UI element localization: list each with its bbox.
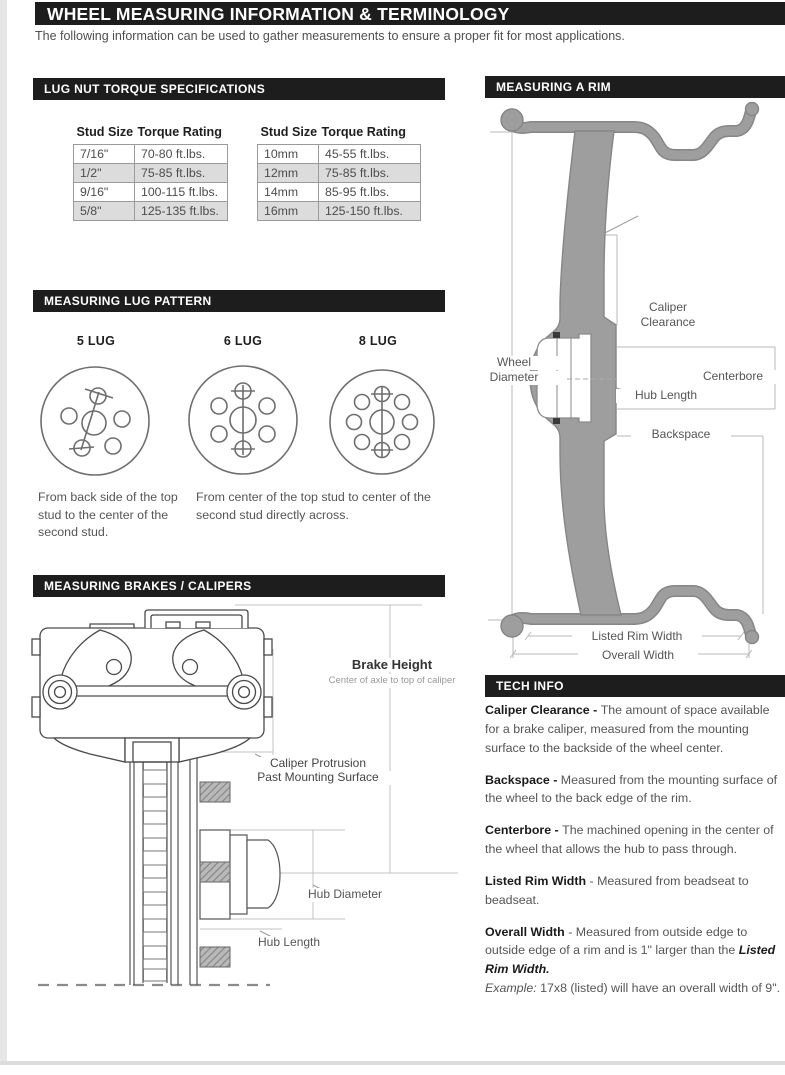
wheel-studs	[200, 782, 230, 967]
wheel-diameter-label-line1: Wheel	[464, 356, 564, 370]
page-left-edge	[0, 0, 7, 1062]
lug-pattern-label-6: 6 LUG	[223, 334, 263, 348]
torque-table-sae	[73, 125, 228, 221]
table-row	[74, 202, 228, 221]
glossary-definition: The amount of space available for a brake caliper, measured from the mounting surface to the backside of the wheel center.	[485, 703, 770, 755]
section-header-lug-pattern: MEASURING LUG PATTERN	[33, 290, 445, 312]
glossary-separator: -	[549, 772, 561, 787]
lug-pattern-6-diagram	[186, 363, 300, 477]
cell-torque: 75-85 ft.lbs.	[135, 164, 228, 183]
column-header-stud-size: Stud Size	[260, 125, 318, 139]
rim-barrel-top	[501, 103, 759, 156]
lug-pattern-8-diagram	[326, 366, 438, 478]
glossary-definition: Measured from beadseat to beadseat.	[485, 873, 749, 907]
column-header-torque-rating: Torque Rating	[137, 125, 222, 139]
torque-table-metric	[257, 125, 421, 221]
glossary-term: Overall Width	[485, 924, 565, 939]
cell-torque: 125-150 ft.lbs.	[319, 202, 421, 221]
page-subtitle: The following information can be used to gather measurements to ensure a proper fit for most applications.	[35, 29, 625, 43]
table-row	[258, 164, 421, 183]
cell-stud-size: 7/16"	[74, 145, 135, 164]
table-row	[258, 145, 421, 164]
table-row	[74, 145, 228, 164]
cell-torque: 70-80 ft.lbs.	[135, 145, 228, 164]
brake-caliper-diagram	[30, 597, 460, 990]
glossary-separator: -	[551, 823, 563, 838]
glossary-definition-emphasis: Listed Rim Width.	[485, 943, 776, 977]
listed-rim-width-label: Listed Rim Width	[572, 630, 702, 644]
hub-diameter-label: Hub Diameter	[308, 888, 438, 902]
backspace-label: Backspace	[631, 428, 731, 442]
cell-torque: 75-85 ft.lbs.	[319, 164, 421, 183]
glossary-example-label: Example:	[485, 981, 537, 996]
brake-height-label: Brake Height	[327, 658, 457, 672]
column-header-stud-size: Stud Size	[76, 125, 134, 139]
glossary-entry-overall-width	[485, 923, 783, 998]
cell-stud-size: 5/8"	[74, 202, 135, 221]
caliper-clearance-label-line2: Clearance	[618, 316, 718, 330]
cell-stud-size: 1/2"	[74, 164, 135, 183]
hub-length-label-rim: Hub Length	[616, 389, 716, 403]
section-header-lug-nut-torque: LUG NUT TORQUE SPECIFICATIONS	[33, 78, 445, 100]
glossary-example-text: 17x8 (listed) will have an overall width of 9".	[536, 981, 781, 996]
lug-pattern-5-diagram	[38, 364, 152, 478]
glossary-entry-caliper-clearance	[485, 701, 783, 758]
cell-torque: 85-95 ft.lbs.	[319, 183, 421, 202]
cell-stud-size: 14mm	[258, 183, 319, 202]
cell-stud-size: 10mm	[258, 145, 319, 164]
table-row	[258, 183, 421, 202]
glossary-definition: Measured from the mounting surface of the wheel to the back edge of the rim.	[485, 772, 778, 806]
glossary-term: Backspace	[485, 772, 550, 787]
cell-torque: 125-135 ft.lbs.	[135, 202, 228, 221]
section-header-tech-info: TECH INFO	[485, 675, 785, 697]
glossary-definition: The machined opening in the center of the wheel that allows the hub to pass through.	[485, 823, 774, 857]
glossary-definition-part1: Measured from outside edge to outside edge of a rim and is 1" larger than the	[485, 924, 748, 958]
tech-info-glossary	[485, 701, 783, 1011]
brake-height-sublabel: Center of axle to top of caliper	[311, 674, 473, 688]
glossary-separator: -	[564, 924, 576, 939]
table-header-row	[74, 125, 228, 145]
glossary-entry-listed-rim-width	[485, 872, 783, 910]
lug-pattern-label-8: 8 LUG	[358, 334, 398, 348]
table-header-row	[258, 125, 421, 145]
page-title: WHEEL MEASURING INFORMATION & TERMINOLOGY	[35, 2, 785, 25]
cell-stud-size: 9/16"	[74, 183, 135, 202]
glossary-term: Centerbore	[485, 823, 552, 838]
overall-width-label: Overall Width	[578, 649, 698, 663]
rotor-drawing	[130, 745, 197, 985]
glossary-term: Listed Rim Width	[485, 873, 587, 888]
table-row	[74, 164, 228, 183]
glossary-entry-centerbore	[485, 821, 783, 859]
section-header-brakes-calipers: MEASURING BRAKES / CALIPERS	[33, 575, 445, 597]
column-header-torque-rating: Torque Rating	[321, 125, 406, 139]
lug-pattern-5-caption: From back side of the top stud to the center of the second stud.	[38, 490, 178, 539]
cell-stud-size: 12mm	[258, 164, 319, 183]
glossary-entry-backspace	[485, 771, 783, 809]
caliper-clearance-label-line1: Caliper	[618, 301, 718, 315]
section-header-measuring-rim: MEASURING A RIM	[485, 76, 785, 98]
lug-pattern-label-5: 5 LUG	[76, 334, 116, 348]
glossary-term: Caliper Clearance	[485, 703, 590, 717]
wheel-diameter-label-line2: Diameter	[464, 371, 564, 385]
glossary-separator: -	[586, 873, 598, 888]
table-row	[258, 202, 421, 221]
cell-stud-size: 16mm	[258, 202, 319, 221]
cell-torque: 45-55 ft.lbs.	[319, 145, 421, 164]
cell-torque: 100-115 ft.lbs.	[135, 183, 228, 202]
caliper-drawing	[32, 610, 272, 762]
table-row	[74, 183, 228, 202]
caliper-protrusion-label-line1: Caliper Protrusion	[248, 757, 388, 771]
glossary-separator: -	[589, 703, 601, 717]
page-bottom-edge	[0, 1061, 785, 1065]
hub-length-label-brakes: Hub Length	[258, 936, 368, 950]
caliper-protrusion-label-line2: Past Mounting Surface	[240, 771, 396, 785]
lug-pattern-6-8-caption: From center of the top stud to center of the second stud directly across.	[196, 490, 431, 522]
centerbore-label: Centerbore	[688, 370, 778, 384]
